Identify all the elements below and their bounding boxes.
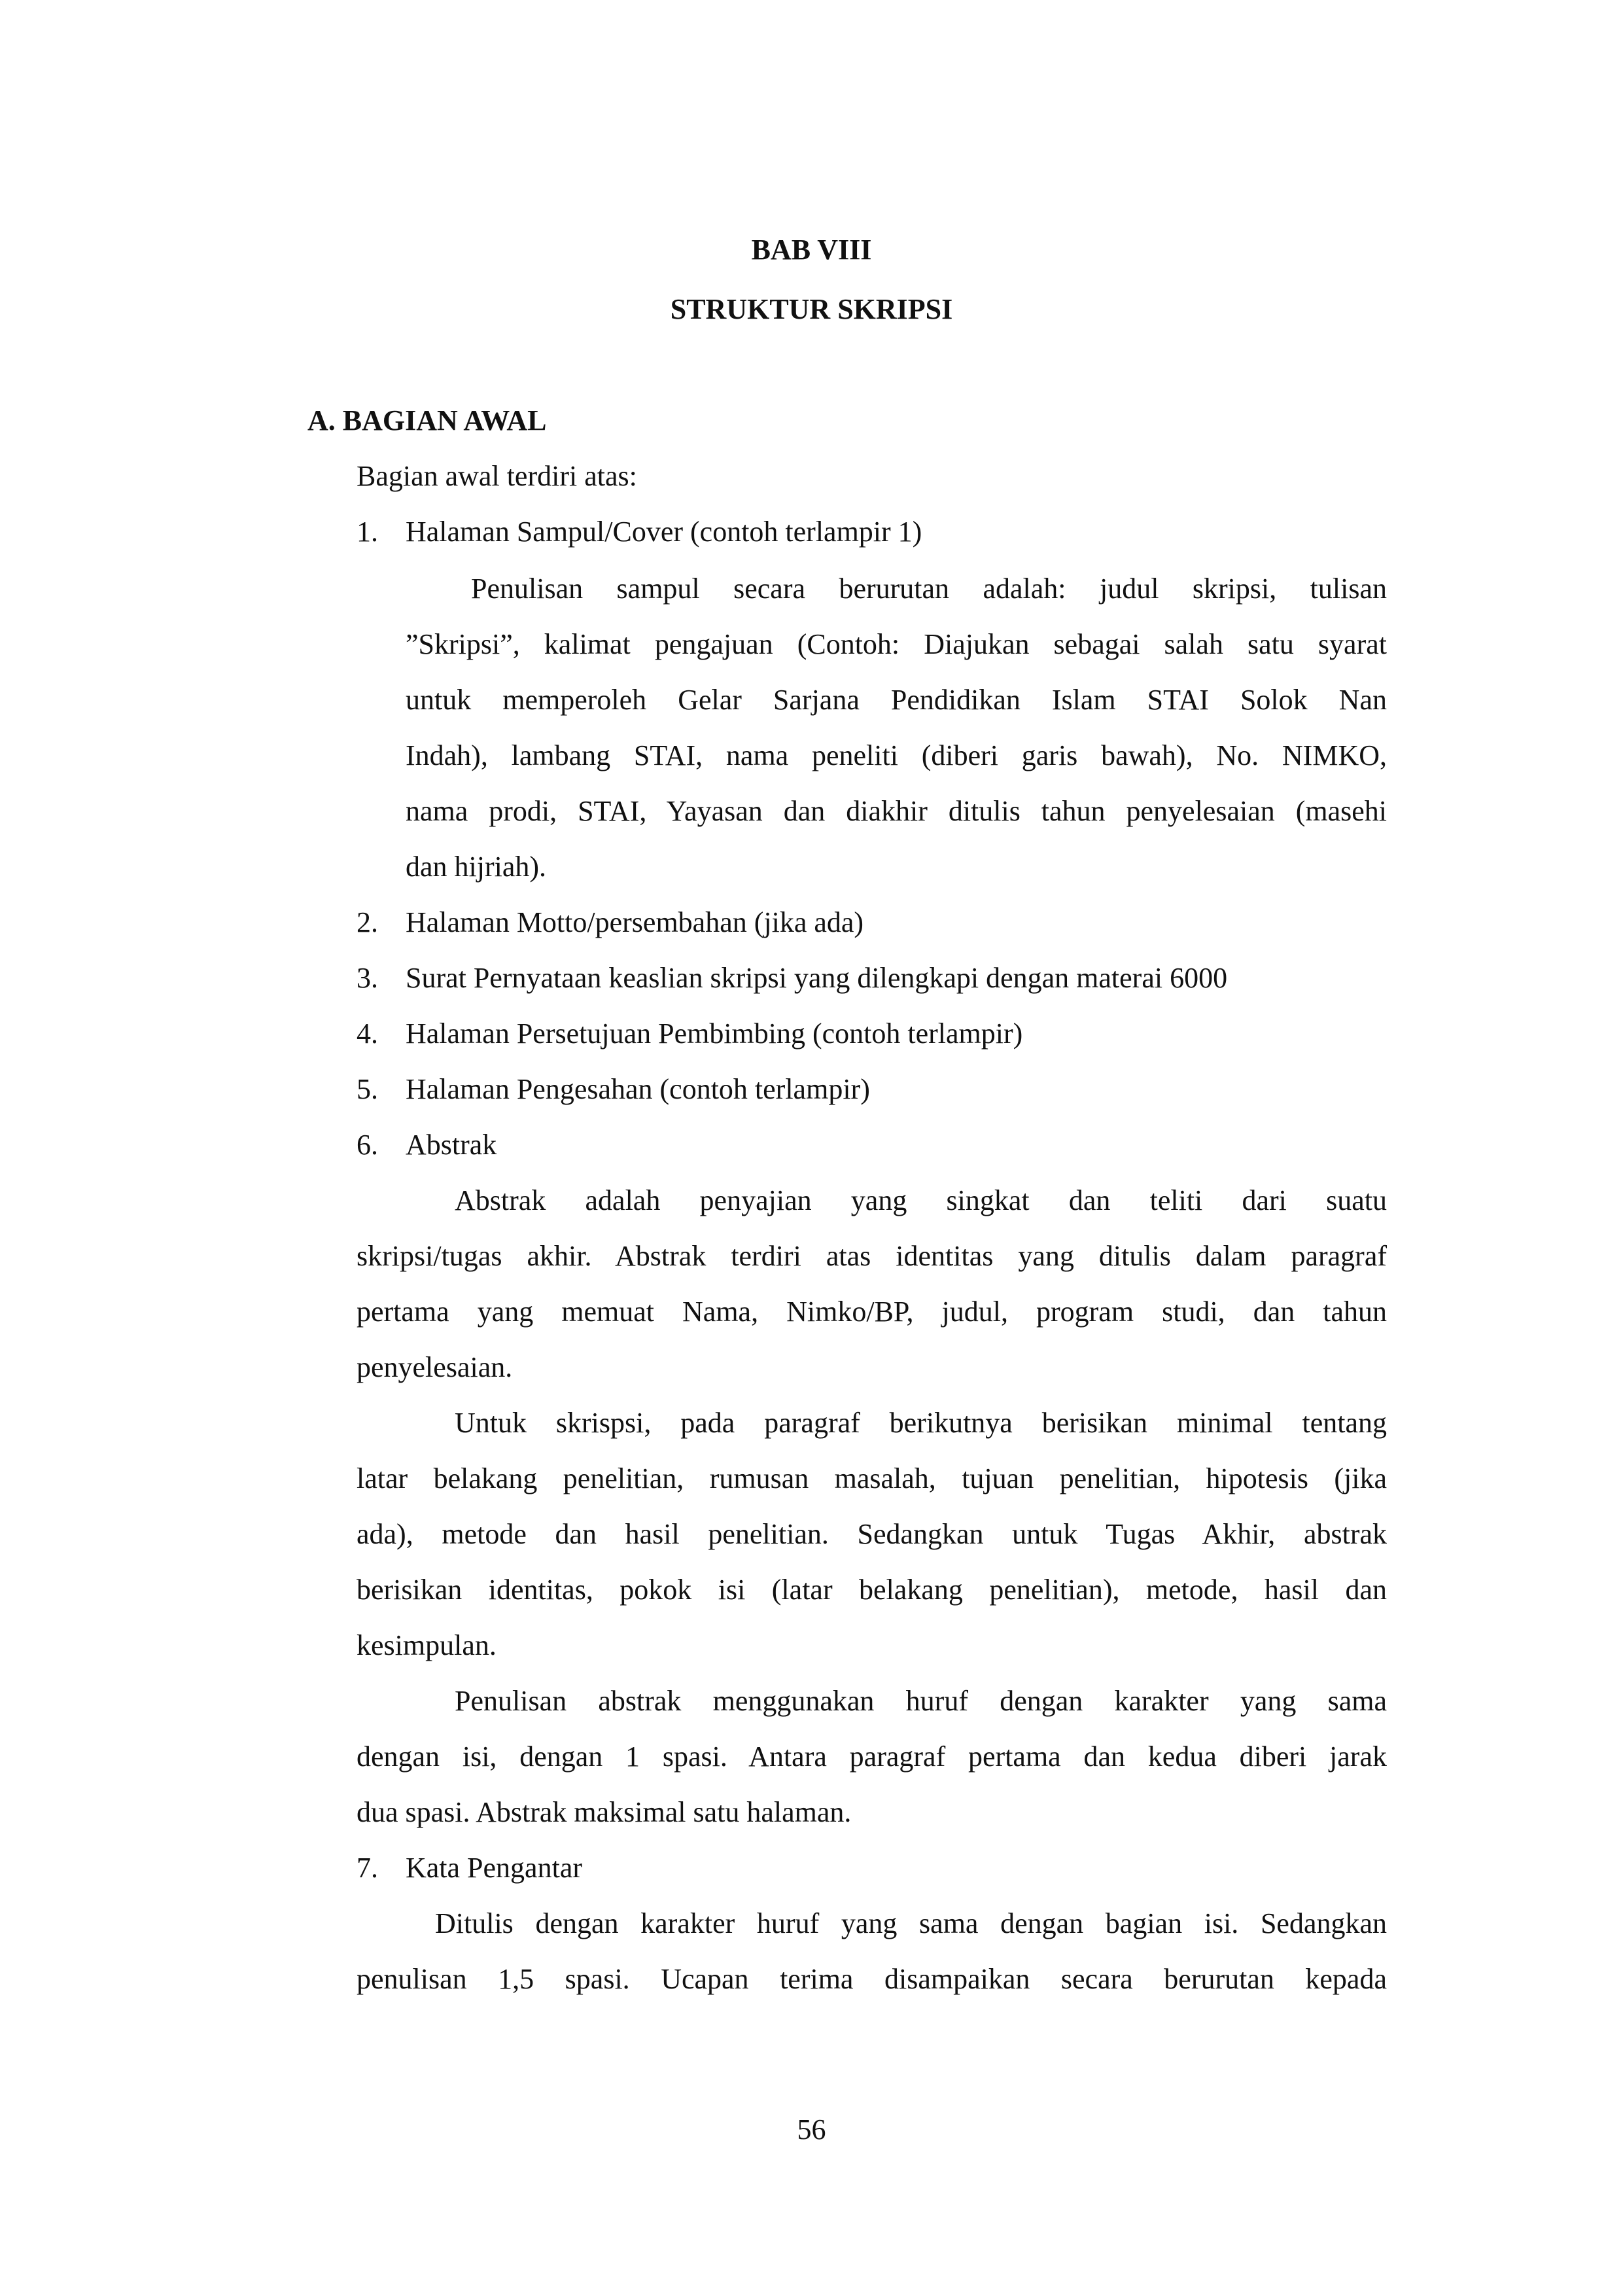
list-item-label: Halaman Sampul/Cover (contoh terlampir 1) (406, 516, 922, 548)
cover-paragraph-line: nama prodi, STAI, Yayasan dan diakhir ditulis tahun penyelesaian (masehi (406, 795, 1387, 827)
abstract-paragraph-line: Penulisan abstrak menggunakan huruf dengan karakter yang sama (455, 1685, 1387, 1717)
list-item-label: Kata Pengantar (406, 1852, 582, 1884)
abstract-paragraph-line: kesimpulan. (357, 1629, 497, 1661)
list-item-label: Halaman Motto/persembahan (jika ada) (406, 906, 864, 938)
cover-paragraph-line: dan hijriah). (406, 851, 547, 883)
abstract-paragraph-line: pertama yang memuat Nama, Nimko/BP, judul, program studi, dan tahun (357, 1296, 1387, 1328)
cover-paragraph-line: untuk memperoleh Gelar Sarjana Pendidikan Islam STAI Solok Nan (406, 684, 1387, 716)
cover-paragraph-line: Penulisan sampul secara berurutan adalah: judul skripsi, tulisan (471, 573, 1387, 605)
chapter-title: STRUKTUR SKRIPSI (670, 293, 953, 325)
list-item-label: Surat Pernyataan keaslian skripsi yang dilengkapi dengan materai 6000 (406, 962, 1228, 994)
list-item-number: 3. (357, 962, 378, 994)
abstract-paragraph-line: penyelesaian. (357, 1351, 513, 1383)
cover-paragraph-line: ”Skripsi”, kalimat pengajuan (Contoh: Diajukan sebagai salah satu syarat (406, 628, 1387, 660)
abstract-paragraph-line: berisikan identitas, pokok isi (latar belakang penelitian), metode, hasil dan (357, 1574, 1387, 1606)
abstract-paragraph-line: ada), metode dan hasil penelitian. Sedangkan untuk Tugas Akhir, abstrak (357, 1518, 1387, 1550)
list-item-number: 1. (357, 516, 378, 548)
abstract-paragraph-line: Abstrak adalah penyajian yang singkat dan teliti dari suatu (455, 1184, 1387, 1216)
section-intro: Bagian awal terdiri atas: (357, 460, 637, 492)
chapter-number: BAB VIII (751, 234, 872, 266)
list-item-label: Abstrak (406, 1129, 497, 1161)
abstract-paragraph-line: dengan isi, dengan 1 spasi. Antara paragraf pertama dan kedua diberi jarak (357, 1740, 1387, 1773)
list-item-number: 6. (357, 1129, 378, 1161)
list-item-number: 7. (357, 1852, 378, 1884)
list-item-label: Halaman Pengesahan (contoh terlampir) (406, 1073, 870, 1105)
cover-paragraph-line: Indah), lambang STAI, nama peneliti (diberi garis bawah), No. NIMKO, (406, 739, 1387, 771)
foreword-paragraph-line: penulisan 1,5 spasi. Ucapan terima disampaikan secara berurutan kepada (357, 1963, 1387, 1995)
abstract-paragraph-line: skripsi/tugas akhir. Abstrak terdiri atas identitas yang ditulis dalam paragraf (357, 1240, 1387, 1272)
list-item-number: 5. (357, 1073, 378, 1105)
list-item-number: 4. (357, 1017, 378, 1050)
abstract-paragraph-line: Untuk skrispsi, pada paragraf berikutnya berisikan minimal tentang (455, 1407, 1387, 1439)
foreword-paragraph-line: Ditulis dengan karakter huruf yang sama dengan bagian isi. Sedangkan (435, 1907, 1387, 1939)
section-heading: A. BAGIAN AWAL (307, 404, 547, 436)
page-number: 56 (797, 2113, 826, 2146)
abstract-paragraph-line: dua spasi. Abstrak maksimal satu halaman. (357, 1796, 852, 1828)
abstract-paragraph-line: latar belakang penelitian, rumusan masalah, tujuan penelitian, hipotesis (jika (357, 1462, 1387, 1494)
list-item-number: 2. (357, 906, 378, 938)
list-item-label: Halaman Persetujuan Pembimbing (contoh terlampir) (406, 1017, 1023, 1050)
